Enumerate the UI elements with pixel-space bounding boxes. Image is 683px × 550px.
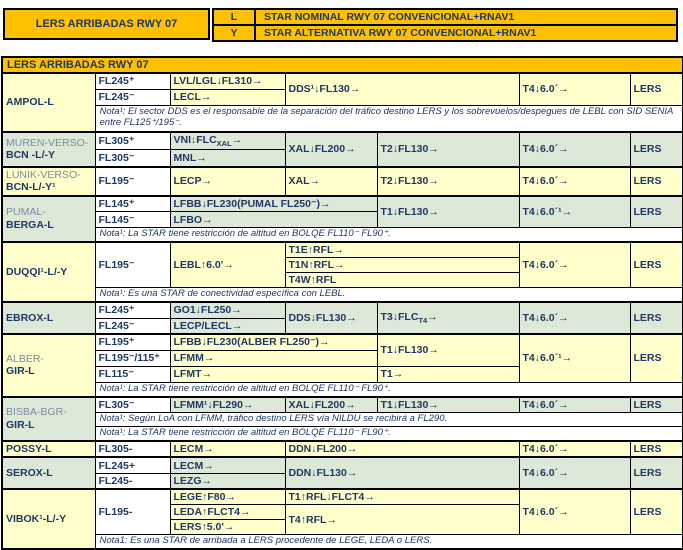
t4-cell: T4↓6.0´¹→: [519, 196, 630, 228]
t4-cell: T4↓6.0´→: [519, 489, 630, 535]
dest-cell: LERS: [630, 334, 683, 382]
route-cell: T1↓FL130→: [377, 196, 519, 228]
dest-cell: LERS: [630, 457, 683, 489]
star-name-line1: ALBER-: [6, 352, 44, 365]
route-cell: LECM→: [170, 457, 285, 473]
star-name-line1: BISBA-BGR-: [6, 406, 67, 419]
group-ebrox: [2, 302, 683, 334]
star-name-alber: [2, 334, 95, 396]
dest-cell: LERS: [630, 397, 683, 413]
route-cell: T2↓FL130→: [377, 167, 519, 196]
legend-code-Y: Y: [213, 25, 255, 41]
star-name-possy: POSSY-L: [2, 441, 95, 458]
route-cell: DDS¹↓FL130→: [285, 73, 519, 105]
nota-cell: Nota¹: El sector DDS es el responsable de la separación del tráfico destino LERS y los sobrevuelos/despegues de LEBL con SID SENIA entre FL125⁺/195⁻.: [95, 105, 683, 132]
route-cell: $T3↓FLC_{T4}\to$: [377, 302, 519, 334]
group-ampol: [2, 73, 683, 132]
route-cell: T4↑RFL→: [285, 505, 519, 535]
star-name-pumal: [2, 196, 95, 242]
fl-cell: FL245-: [95, 473, 170, 489]
nota-cell: Nota¹: Es una STAR de conectividad específica con LEBL.: [95, 288, 683, 302]
fl-cell: FL305⁺: [95, 132, 170, 150]
t4-cell: T4↓6.0´→: [519, 73, 630, 105]
route-cell: XAL→: [285, 167, 377, 196]
fl-cell: FL195⁺: [95, 334, 170, 350]
route-cell: T2↓FL130→: [377, 132, 519, 167]
fl-cell: FL245+: [95, 457, 170, 473]
route-cell: $VNI↓FLC_{XAL}\to$: [170, 132, 285, 150]
page-title: LERS ARRIBADAS RWY 07: [3, 8, 210, 40]
star-name-bisba: [2, 397, 95, 441]
route-cell: T1↓FL130→: [377, 397, 519, 413]
group-muren: [2, 132, 683, 167]
route-cell: LFMM→: [170, 350, 377, 366]
t4-cell: T4↓6.0´→: [519, 167, 630, 196]
fl-cell: FL305⁻: [95, 150, 170, 167]
t4-cell: T4↓6.0´¹→: [519, 334, 630, 382]
star-name-ampol: AMPOL-L: [2, 73, 95, 132]
route-cell: LECM→: [170, 441, 285, 458]
route-cell: LECP→: [170, 167, 285, 196]
t4-cell: T4↓6.0´→: [519, 242, 630, 288]
fl-cell: FL305⁻: [95, 397, 170, 413]
route-cell: GO1↓FL250→: [170, 302, 285, 318]
nota-cell: Nota¹: Según LoA con LFMM, tráfico destino LERS vía NILDU se recibirá a FL290.: [95, 413, 683, 427]
dest-cell: LERS: [630, 489, 683, 535]
t4-cell: T4↓6.0´→: [519, 132, 630, 167]
fl-cell: FL145⁺: [95, 196, 170, 212]
fl-cell: FL245⁻: [95, 318, 170, 334]
star-name-line2: GIR-L: [6, 418, 35, 431]
arrivals-table: [1, 56, 683, 550]
route-cell: T1↓FL130→: [377, 334, 519, 366]
star-name-serox: SEROX-L: [2, 457, 95, 489]
legend-desc-Y: STAR ALTERNATIVA RWY 07 CONVENCIONAL+RNAV1: [255, 25, 677, 41]
top-banner: [3, 8, 678, 40]
route-cell: LEDA↑FLCT4→: [170, 505, 285, 520]
nota-cell: Nota1: Es una STAR de arribada a LERS procedente de LEGE, LEDA o LERS.: [95, 535, 683, 549]
legend-row-L: [213, 9, 677, 25]
t4-cell: T4↓6.0´→: [519, 441, 630, 458]
route-cell: LECL→: [170, 89, 285, 105]
fl-cell: FL195⁻: [95, 242, 170, 288]
star-name-line2: BERGA-L: [6, 218, 54, 231]
star-name-ebrox: EBROX-L: [2, 302, 95, 334]
star-name-line2: BCN -L/-Y: [6, 149, 55, 162]
nota-cell: Nota¹: La STAR tiene restricción de altitud en BOLQE FL110⁻ FL90⁺.: [95, 426, 683, 440]
fl-cell: FL195-: [95, 489, 170, 535]
dest-cell: LERS: [630, 167, 683, 196]
star-name-lunik: [2, 167, 95, 196]
table-header-row: [2, 57, 683, 73]
group-duqqi: [2, 242, 683, 302]
star-name-line2: BCN-L/-Y¹: [6, 181, 56, 194]
legend-table: [212, 8, 678, 42]
nota-cell: Nota¹: La STAR tiene restricción de altitud en BOLQE FL110⁻ FL90⁺.: [95, 382, 683, 396]
route-cell: MNL→: [170, 150, 285, 167]
star-name-muren: [2, 132, 95, 167]
star-name-vibok: VIBOK¹-L/-Y: [2, 489, 95, 549]
t4-cell: T4↓6.0´→: [519, 397, 630, 413]
fl-cell: FL195⁻/115⁺: [95, 350, 170, 366]
dest-cell: LERS: [630, 132, 683, 167]
route-cell: LEZG→: [170, 473, 285, 489]
group-alber: [2, 334, 683, 396]
route-cell: LECP/LECL→: [170, 318, 285, 334]
fl-cell: FL115⁻: [95, 366, 170, 382]
nota-cell: Nota¹: La STAR tiene restricción de altitud en BOLQE FL110⁻ FL90⁺.: [95, 228, 683, 242]
legend-row-Y: [213, 25, 677, 41]
route-cell: DDN↓FL200→: [285, 441, 519, 458]
legend-code-L: L: [213, 9, 255, 25]
star-name-line1: MUREN-VERSO-: [6, 136, 89, 149]
dest-cell: LERS: [630, 441, 683, 458]
group-serox: [2, 457, 683, 489]
t4-cell: T4↓6.0´→: [519, 302, 630, 334]
route-cell: LFBB↓FL230(ALBER FL250⁻)→: [170, 334, 377, 350]
dest-cell: LERS: [630, 196, 683, 228]
fl-cell: FL195⁻: [95, 167, 170, 196]
route-cell: XAL↓FL200→: [285, 397, 377, 413]
route-cell: T1E↑RFL→: [285, 242, 519, 258]
dest-cell: LERS: [630, 302, 683, 334]
route-cell: LFBB↓FL230(PUMAL FL250⁻)→: [170, 196, 377, 212]
fl-cell: FL305-: [95, 441, 170, 458]
route-cell: T4W↑RFL: [285, 273, 519, 288]
group-pumal: [2, 196, 683, 242]
route-cell: LEGE↑F80→: [170, 489, 285, 505]
dest-cell: LERS: [630, 242, 683, 288]
route-cell: LEBL↑6.0'→: [170, 242, 285, 288]
group-lunik: [2, 167, 683, 196]
group-vibok: [2, 489, 683, 549]
route-cell: LFBO→: [170, 212, 377, 228]
star-name-line1: PUMAL-: [6, 206, 46, 219]
group-bisba: [2, 397, 683, 441]
fl-cell: FL145⁻: [95, 212, 170, 228]
route-cell: LFMT→: [170, 366, 377, 382]
t4-cell: T4↓6.0´→: [519, 457, 630, 489]
fl-cell: FL245⁻: [95, 89, 170, 105]
route-cell: LVL/LGL↓FL310→: [170, 73, 285, 89]
legend-desc-L: STAR NOMINAL RWY 07 CONVENCIONAL+RNAV1: [255, 9, 677, 25]
route-cell: LFMM¹↓FL290→: [170, 397, 285, 413]
route-cell: T1N↑RFL→: [285, 258, 519, 273]
route-cell: LERS↑5.0'→: [170, 520, 285, 535]
group-possy: [2, 441, 683, 458]
fl-cell: FL245⁺: [95, 73, 170, 89]
route-cell: T1↑RFL↓FLCT4→: [285, 489, 519, 505]
table-title: LERS ARRIBADAS RWY 07: [2, 57, 683, 73]
star-name-line2: GIR-L: [6, 365, 35, 378]
route-cell: XAL↓FL200→: [285, 132, 377, 167]
route-cell: T1→: [377, 366, 519, 382]
dest-cell: LERS: [630, 73, 683, 105]
star-name-duqqi: DUQQI¹-L/-Y: [2, 242, 95, 302]
route-cell: DDS↓FL130→: [285, 302, 377, 334]
star-name-line1: LUNIK-VERSO-: [6, 168, 81, 181]
fl-cell: FL245⁺: [95, 302, 170, 318]
route-cell: DDN↓FL130→: [285, 457, 519, 489]
